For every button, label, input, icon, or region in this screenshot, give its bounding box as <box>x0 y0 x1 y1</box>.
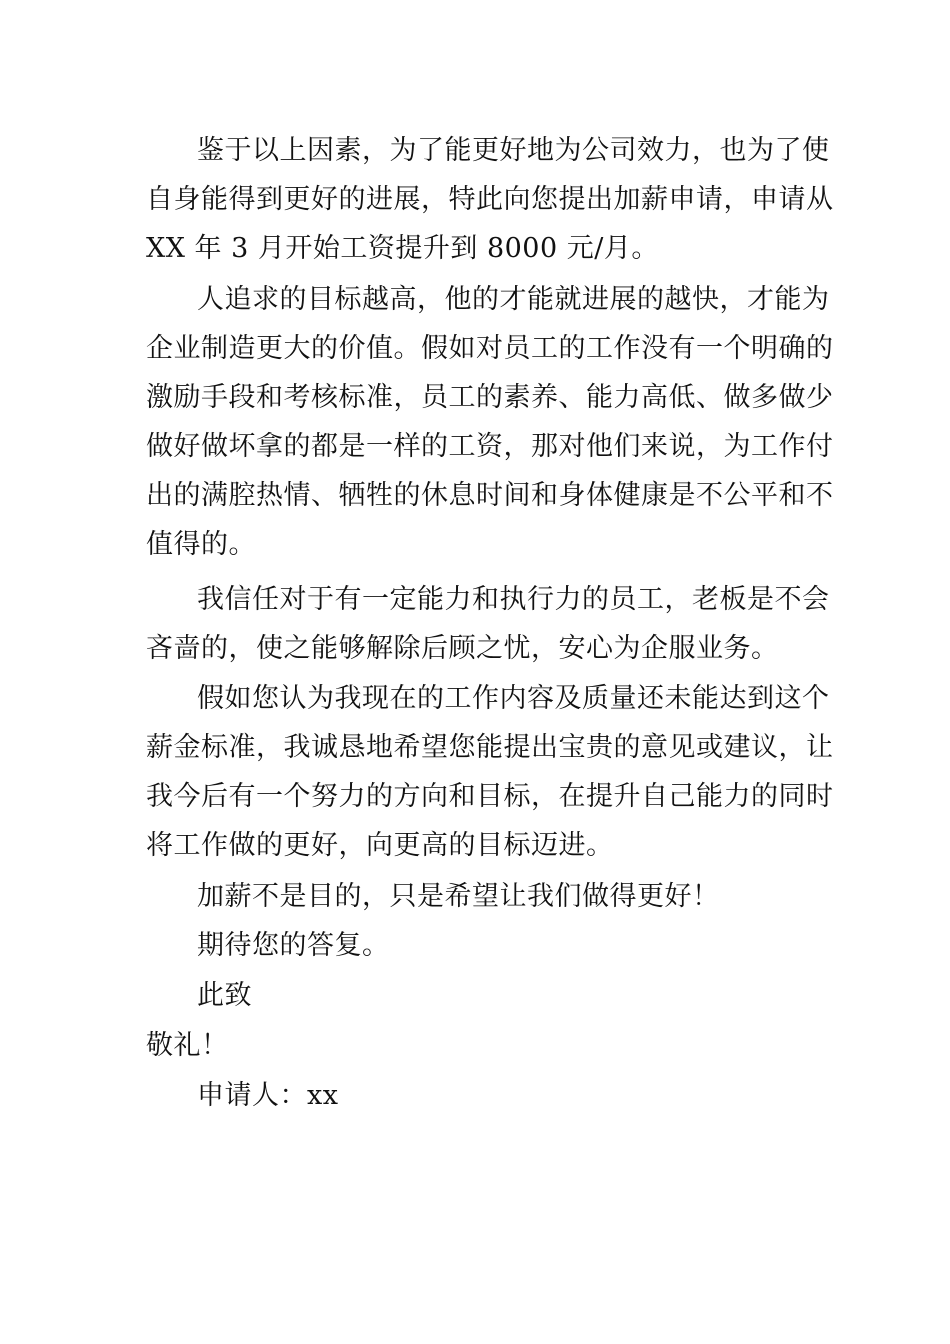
text-line: 企业制造更大的价值。假如对员工的工作没有一个明确的 <box>146 333 834 364</box>
paragraph-motivation <box>146 275 834 569</box>
text-line: 激励手段和考核标准，员工的素养、能力高低、做多做少 <box>146 382 834 413</box>
text-line: 人追求的目标越高，他的才能就进展的越快，才能为 <box>197 284 830 315</box>
text-line: 自身能得到更好的进展，特此向您提出加薪申请，申请从 <box>146 184 834 215</box>
text-line: 申请人：xx <box>197 1080 339 1111</box>
text-line: 期待您的答复。 <box>197 930 390 961</box>
signature <box>146 1071 806 1120</box>
paragraph-goal <box>146 872 806 921</box>
text-line: 假如您认为我现在的工作内容及质量还未能达到这个 <box>197 683 830 714</box>
paragraph-await-reply <box>146 921 806 970</box>
text-line: 做好做坏拿的都是一样的工资，那对他们来说，为工作付 <box>146 431 834 462</box>
text-line: 值得的。 <box>146 529 256 560</box>
closing-phrase <box>146 971 806 1020</box>
paragraph-feedback-request <box>146 674 834 870</box>
text-line: XX 年 3 月开始工资提升到 8000 元/月。 <box>146 233 659 264</box>
text-line: 吝啬的，使之能够解除后顾之忧，安心为企服业务。 <box>146 633 779 664</box>
text-line: 出的满腔热情、牺牲的休息时间和身体健康是不公平和不 <box>146 480 834 511</box>
text-line: 我今后有一个努力的方向和目标，在提升自己能力的同时 <box>146 781 834 812</box>
text-line: 薪金标准，我诚恳地希望您能提出宝贵的意见或建议，让 <box>146 732 834 763</box>
paragraph-salary-request <box>146 126 834 273</box>
salutation <box>146 1021 806 1070</box>
text-line: 将工作做的更好，向更高的目标迈进。 <box>146 830 614 861</box>
text-line: 此致 <box>197 980 252 1011</box>
text-line: 敬礼！ <box>146 1030 229 1061</box>
paragraph-trust <box>146 575 830 673</box>
text-line: 加薪不是目的，只是希望让我们做得更好！ <box>197 881 720 912</box>
text-line: 鉴于以上因素，为了能更好地为公司效力，也为了使 <box>197 135 830 166</box>
text-line: 我信任对于有一定能力和执行力的员工，老板是不会 <box>197 584 830 615</box>
